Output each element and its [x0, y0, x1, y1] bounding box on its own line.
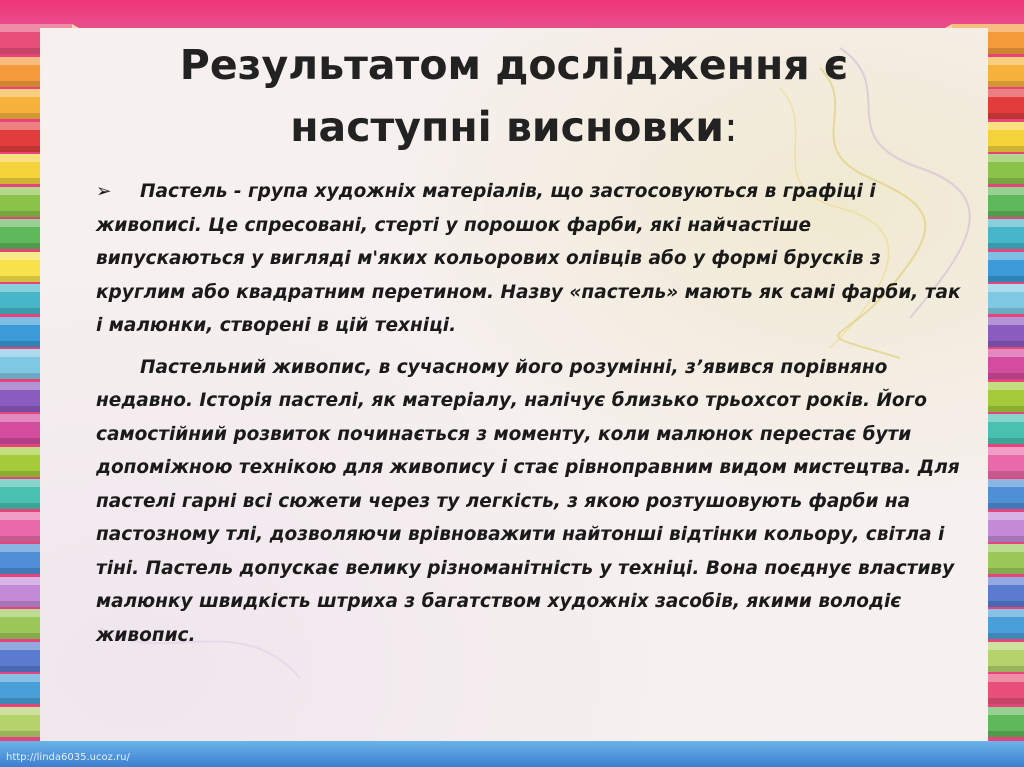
slide-title — [40, 34, 988, 158]
title-colon: : — [723, 103, 738, 151]
paragraph-1-text: Пастель - група художніх матеріалів, що застосовуються в графіці і живописі. Це спресовані, стерті у порошок фарби, які найчастіше випускаються у вигляді м'яких кольорових олівців або у формі брусків з круглим або квадратним перетином. Назву «пастель» мають як самі фарби, так і малюнки, створені в цій техніці. — [96, 181, 961, 336]
paragraph-1 — [96, 175, 966, 343]
arrow-bullet-icon: ➢ — [96, 181, 112, 202]
watermark-url: http://linda6035.ucoz.ru/ — [6, 752, 130, 763]
slide-body — [96, 175, 966, 652]
title-line-1: Результатом дослідження є — [179, 41, 849, 89]
title-line-2: наступні висновки — [290, 103, 724, 151]
bottom-border-band — [0, 741, 1024, 767]
paragraph-2: Пастельний живопис, в сучасному його розумінні, з’явився порівняно недавно. Історія пастелі, як матеріалу, налічує близько трьохсот років. Його самостійний розвиток починається з моменту, коли малюнок перестає бути допоміжною технікою для живопису і стає рівноправним видом мистецтва. Для пастелі гарні всі сюжети через ту легкість, з якою розтушовують фарби на пастозному тлі, дозволяючи врівноважити найтонші відтінки кольору, світла і тіні. Пастель допускає велику різноманітність у техніці. Вона поєднує властиву малюнку швидкість штриха з багатством художніх засобів, якими володіє живопис. — [96, 356, 960, 646]
